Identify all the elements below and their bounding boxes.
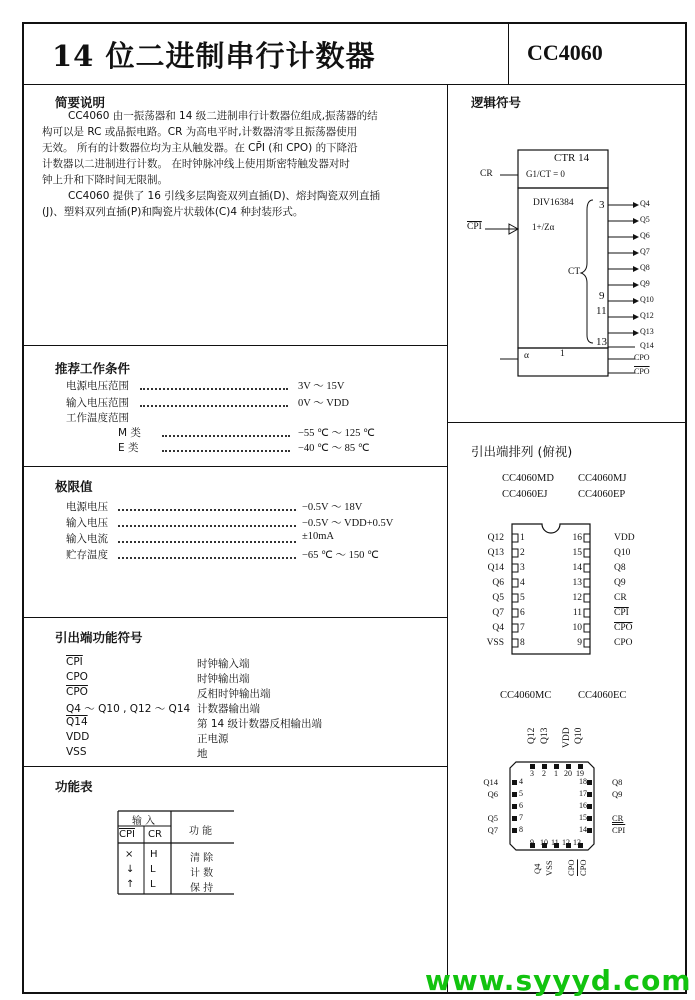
leader-dots — [118, 541, 296, 543]
logic-output: Q5 — [640, 215, 650, 224]
dip-right-name: VDD — [614, 533, 635, 543]
rec-value: −55 ℃ ～ 125 ℃ — [298, 428, 375, 439]
description-line: CC4060 提供了 16 引线多层陶瓷双列直插(D)、熔封陶瓷双列直插 — [68, 190, 381, 202]
page-title: 14 位二进制串行计数器 — [52, 39, 376, 73]
dip-model: CC4060MD — [502, 473, 554, 484]
lcc-top-num: 3 — [530, 769, 534, 778]
dip-right-name: Q9 — [614, 578, 626, 588]
lcc-top-name: Q12 — [527, 727, 537, 744]
pinfunc-desc: 第 14 级计数器反相输出端 — [197, 718, 323, 730]
limits-heading: 极限值 — [55, 479, 93, 494]
lcc-top-name: Q13 — [540, 727, 550, 744]
rec-label: M 类 — [118, 427, 141, 439]
logic-alpha: α — [524, 351, 529, 361]
logic-bit-number: 11 — [596, 305, 607, 317]
dip-left-num: 6 — [520, 608, 525, 618]
lcc-model: CC4060EC — [578, 690, 627, 701]
limit-label: 贮存温度 — [66, 549, 108, 561]
functable-col-cr: CR — [148, 829, 162, 840]
divider-limits — [22, 466, 447, 467]
description-line: 无效。 所有的计数器位均为主从触发器。在 CP̄I (和 CPO) 的下降沿 — [42, 142, 358, 154]
pinfunc-symbol: VDD — [66, 731, 90, 743]
limit-value: −65 ℃ ～ 150 ℃ — [302, 550, 379, 561]
logic-output: Q7 — [640, 247, 650, 256]
limit-value: −0.5V ～ VDD+0.5V — [302, 518, 394, 529]
dip-left-name: Q13 — [487, 548, 504, 558]
description-line: (J)、塑料双列直插(P)和陶瓷片状载体(C)4 种封装形式。 — [42, 206, 304, 218]
lcc-left-num: 5 — [519, 789, 523, 798]
limit-label: 输入电压 — [66, 517, 108, 529]
logic-g1-label: G1/CT = 0 — [526, 169, 565, 179]
dip-left-name: Q6 — [492, 578, 504, 588]
rec-label: E 类 — [118, 442, 139, 454]
lcc-bottom-num: 11 — [551, 838, 559, 847]
pinfunc-desc: 时钟输出端 — [197, 673, 250, 685]
lcc-left-name: Q5 — [487, 813, 498, 823]
divider-functable — [22, 766, 447, 767]
dip-right-name: Q8 — [614, 563, 626, 573]
logic-output: Q13 — [640, 327, 654, 336]
description-line: CC4060 由一振荡器和 14 级二进制串行计数器位组成,振荡器的结 — [68, 110, 378, 122]
limit-value: ±10mA — [302, 531, 335, 542]
lcc-left-name: Q7 — [487, 825, 498, 835]
lcc-top-num: 1 — [554, 769, 558, 778]
lcc-top-num: 2 — [542, 769, 546, 778]
limit-label: 电源电压 — [66, 501, 108, 513]
logic-bit-number: 13 — [596, 336, 607, 348]
logic-div-label: DIV16384 — [533, 198, 574, 208]
rec-label: 电源电压范围 — [66, 380, 129, 392]
pinfunc-symbol: Q14 — [66, 716, 88, 728]
lcc-right-num: 17 — [579, 789, 587, 798]
lcc-right-name: CR — [612, 813, 624, 823]
dip-right-name: CPO — [614, 638, 633, 648]
functable-func-header: 功 能 — [189, 826, 213, 837]
lcc-left-num: 8 — [519, 825, 523, 834]
functable-cp: ↓ — [126, 864, 135, 875]
site-watermark: www.syyyd.com — [425, 964, 692, 997]
logic-ctr-label: CTR 14 — [554, 152, 590, 164]
pinfunc-symbol: CPO — [66, 671, 88, 683]
divider-right-pinout — [447, 422, 687, 423]
logic-output: $\overline{CPO}$ — [634, 367, 650, 376]
dip-left-num: 8 — [520, 638, 525, 648]
dip-right-num: 13 — [572, 578, 582, 588]
lcc-bottom-name: CPO — [566, 859, 576, 876]
rec-value: 0V ～ VDD — [298, 398, 349, 409]
logic-output: CPO — [634, 353, 650, 362]
lcc-bottom-name: VSS — [544, 860, 554, 876]
dip-right-name: Q10 — [614, 548, 631, 558]
logic-symbol-heading: 逻辑符号 — [471, 95, 522, 110]
divider-pinfunc — [22, 617, 447, 618]
lcc-bottom-name: Q4 — [532, 863, 542, 874]
dip-left-name: Q7 — [492, 608, 504, 618]
logic-output: Q10 — [640, 295, 654, 304]
lcc-bottom-num: 13 — [573, 838, 581, 847]
description-line: 构可以是 RC 或晶振电路。CR 为高电平时,计数器清零且振荡器使用 — [42, 126, 358, 138]
dip-left-name: Q5 — [492, 593, 504, 603]
dip-right-num: 9 — [577, 638, 582, 648]
column-divider — [447, 84, 448, 994]
dip-right-num: 11 — [572, 608, 582, 618]
lcc-right-name: Q8 — [612, 777, 623, 787]
dip-right-name: $\overline{CPI}$ — [614, 608, 629, 618]
dip-left-num: 2 — [520, 548, 525, 558]
dip-model: CC4060MJ — [578, 473, 627, 484]
logic-output: Q9 — [640, 279, 650, 288]
functable-cr: L — [150, 879, 156, 890]
leader-dots — [162, 450, 290, 452]
functable-cp: ↑ — [126, 879, 135, 890]
description-line: 钟上升和下降时间无限制。 — [42, 174, 168, 186]
limit-label: 输入电流 — [66, 533, 108, 545]
dip-left-num: 1 — [520, 533, 525, 543]
logic-output: Q4 — [640, 199, 650, 208]
pinfunc-symbol: $\overline{CPO}$ — [66, 686, 88, 698]
description-heading: 简要说明 — [55, 95, 106, 110]
pinout-heading: 引出端排列 (俯视) — [471, 444, 573, 459]
rec-value: 3V ～ 15V — [298, 381, 345, 392]
pinfunc-desc: 地 — [197, 748, 208, 760]
dip-right-num: 12 — [572, 593, 582, 603]
logic-symbol-diagram — [465, 145, 665, 385]
pinfunc-desc: 反相时钟输出端 — [197, 688, 271, 700]
leader-dots — [140, 388, 288, 390]
part-number: CC4060 — [527, 40, 603, 65]
logic-cp-label: $\overline{CPI}$ — [467, 222, 482, 232]
logic-ct-label: CT — [568, 267, 581, 277]
lcc-left-num: 6 — [519, 801, 523, 810]
functable-cp: × — [125, 849, 134, 860]
dip-right-num: 14 — [572, 563, 582, 573]
logic-bit-number: 9 — [599, 290, 605, 302]
lcc-right-num: 18 — [579, 777, 587, 786]
lcc-right-name: Q9 — [612, 789, 623, 799]
limit-value: −0.5V ～ 18V — [302, 502, 363, 513]
pinfunc-symbol: $\overline{CPI}$ — [66, 656, 83, 668]
dip-model: CC4060EJ — [502, 489, 548, 500]
lcc-left-num: 4 — [519, 777, 523, 786]
logic-input-expr: 1+/Zα — [532, 222, 555, 232]
lcc-right-num: 15 — [579, 813, 587, 822]
divider-recommended — [22, 345, 447, 346]
functable-heading: 功能表 — [55, 779, 93, 794]
dip-left-name: VSS — [486, 638, 504, 648]
rec-label: 输入电压范围 — [66, 397, 129, 409]
logic-cr-label: CR — [480, 169, 493, 179]
pinfunc-desc: 正电源 — [197, 733, 229, 745]
dip-left-num: 4 — [520, 578, 525, 588]
functable-input-header: 输 入 — [132, 816, 156, 827]
lcc-top-num: 20 — [564, 769, 572, 778]
lcc-top-name: VDD — [562, 727, 572, 748]
pinfunc-desc: 时钟输入端 — [197, 658, 250, 670]
leader-dots — [118, 557, 296, 559]
dip-model: CC4060EP — [578, 489, 626, 500]
pinfunc-desc: 计数器输出端 — [197, 703, 260, 715]
logic-output: Q12 — [640, 311, 654, 320]
pinfunc-heading: 引出端功能符号 — [55, 630, 143, 645]
dip-left-name: Q4 — [492, 623, 504, 633]
dip-right-num: 15 — [572, 548, 582, 558]
dip-right-num: 16 — [572, 533, 582, 543]
lcc-bottom-name: $\overline{CPO}$ — [578, 859, 588, 876]
dip-right-name: CR — [614, 593, 627, 603]
logic-output: Q6 — [640, 231, 650, 240]
lcc-bottom-num: 9 — [530, 838, 534, 847]
lcc-left-num: 7 — [519, 813, 523, 822]
functable-func: 保 持 — [190, 883, 214, 894]
lcc-top-name: Q10 — [574, 727, 584, 744]
dip-left-name: Q14 — [487, 563, 504, 573]
lcc-right-num: 14 — [579, 825, 587, 834]
leader-dots — [162, 435, 290, 437]
lcc-left-name: Q6 — [487, 789, 498, 799]
functable-col-cp: $\overline{CPI}$ — [119, 829, 135, 840]
pinfunc-symbol: VSS — [66, 746, 87, 758]
dip-left-num: 7 — [520, 623, 525, 633]
header-vertical-divider — [508, 22, 509, 84]
lcc-model: CC4060MC — [500, 690, 552, 701]
rec-label: 工作温度范围 — [66, 412, 129, 424]
functable-cr: L — [150, 864, 156, 875]
rec-value: −40 ℃ ～ 85 ℃ — [298, 443, 370, 454]
lcc-bottom-num: 12 — [562, 838, 570, 847]
lcc-top-num: 19 — [576, 769, 584, 778]
dip-right-num: 10 — [572, 623, 582, 633]
lcc-right-num: 16 — [579, 801, 587, 810]
lcc-bottom-num: 10 — [540, 838, 548, 847]
logic-output: Q8 — [640, 263, 650, 272]
leader-dots — [118, 525, 296, 527]
dip-left-num: 5 — [520, 593, 525, 603]
leader-dots — [118, 509, 296, 511]
logic-output: Q14 — [640, 341, 654, 350]
pinfunc-symbol: Q4 ～ Q10 , Q12 ～ Q14 — [66, 703, 191, 715]
header-divider — [22, 84, 687, 85]
recommended-heading: 推荐工作条件 — [55, 361, 131, 376]
leader-dots — [140, 405, 288, 407]
logic-bit-number: 3 — [599, 199, 605, 211]
functable-func: 计 数 — [190, 868, 214, 879]
lcc-right-name: $\overline{CPI}$ — [612, 825, 626, 835]
dip-right-name: $\overline{CPO}$ — [614, 623, 633, 633]
logic-one: 1 — [560, 349, 565, 359]
functable-cr: H — [150, 849, 158, 860]
description-line: 计数器以二进制进行计数。 在时钟脉冲线上使用斯密特触发器对时 — [42, 158, 350, 170]
description-text — [42, 108, 437, 220]
functable-func: 清 除 — [190, 853, 214, 864]
dip-left-num: 3 — [520, 563, 525, 573]
lcc-left-name: Q14 — [483, 777, 498, 787]
dip-left-name: Q12 — [487, 533, 504, 543]
